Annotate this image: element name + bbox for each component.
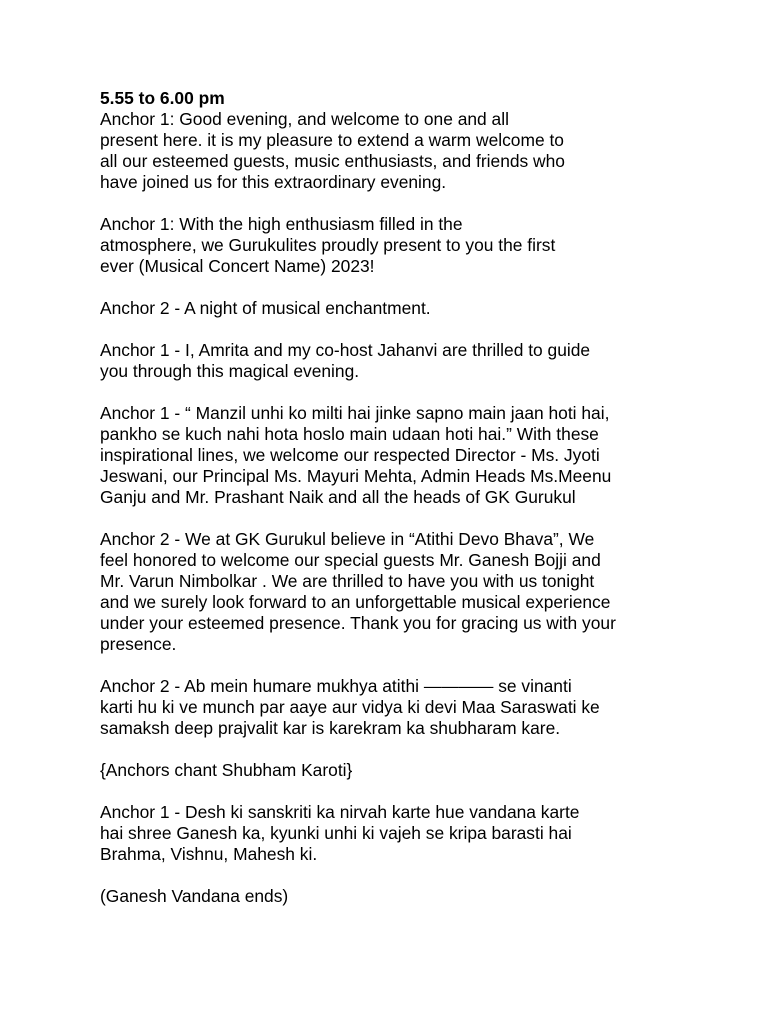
text-line: Anchor 1 - “ Manzil unhi ko milti hai jinke sapno main jaan hoti hai, xyxy=(100,403,610,423)
text-line: under your esteemed presence. Thank you for gracing us with your xyxy=(100,613,616,633)
text-line: Anchor 2 - A night of musical enchantment. xyxy=(100,298,431,318)
text-line: feel honored to welcome our special guests Mr. Ganesh Bojji and xyxy=(100,550,601,570)
text-line: Anchor 1: Good evening, and welcome to one and all xyxy=(100,109,509,129)
text-line: pankho se kuch nahi hota hoslo main udaan hoti hai.” With these xyxy=(100,424,599,444)
text-line: Mr. Varun Nimbolkar . We are thrilled to have you with us tonight xyxy=(100,571,595,591)
text-line: have joined us for this extraordinary evening. xyxy=(100,172,447,192)
script-paragraph xyxy=(100,676,700,739)
text-line: Anchor 1: With the high enthusiasm filled in the xyxy=(100,214,463,234)
script-paragraph xyxy=(100,760,700,781)
script-paragraph xyxy=(100,886,700,907)
script-body xyxy=(100,109,700,907)
text-line: ever (Musical Concert Name) 2023! xyxy=(100,256,375,276)
document-page xyxy=(100,88,700,928)
text-line: Anchor 1 - Desh ki sanskriti ka nirvah karte hue vandana karte xyxy=(100,802,580,822)
text-line: presence. xyxy=(100,634,177,654)
text-line: karti hu ki ve munch par aaye aur vidya ki devi Maa Saraswati ke xyxy=(100,697,600,717)
text-line: Anchor 2 - Ab mein humare mukhya atithi ———— se vinanti xyxy=(100,676,572,696)
text-line: Anchor 2 - We at GK Gurukul believe in “Atithi Devo Bhava”, We xyxy=(100,529,595,549)
text-line: hai shree Ganesh ka, kyunki unhi ki vajeh se kripa barasti hai xyxy=(100,823,572,843)
script-paragraph xyxy=(100,109,700,193)
time-heading: 5.55 to 6.00 pm xyxy=(100,88,225,108)
text-line: you through this magical evening. xyxy=(100,361,360,381)
text-line: atmosphere, we Gurukulites proudly present to you the first xyxy=(100,235,556,255)
script-paragraph xyxy=(100,802,700,865)
script-paragraph xyxy=(100,340,700,382)
text-line: (Ganesh Vandana ends) xyxy=(100,886,289,906)
text-line: inspirational lines, we welcome our respected Director - Ms. Jyoti xyxy=(100,445,600,465)
script-paragraph xyxy=(100,403,700,508)
script-paragraph xyxy=(100,298,700,319)
text-line: Brahma, Vishnu, Mahesh ki. xyxy=(100,844,318,864)
text-line: and we surely look forward to an unforgettable musical experience xyxy=(100,592,611,612)
text-line: present here. it is my pleasure to extend a warm welcome to xyxy=(100,130,564,150)
text-line: Jeswani, our Principal Ms. Mayuri Mehta, Admin Heads Ms.Meenu xyxy=(100,466,612,486)
script-paragraph xyxy=(100,529,700,655)
text-line: samaksh deep prajvalit kar is karekram ka shubharam kare. xyxy=(100,718,561,738)
text-line: Anchor 1 - I, Amrita and my co-host Jahanvi are thrilled to guide xyxy=(100,340,591,360)
text-line: {Anchors chant Shubham Karoti} xyxy=(100,760,353,780)
text-line: all our esteemed guests, music enthusiasts, and friends who xyxy=(100,151,565,171)
text-line: Ganju and Mr. Prashant Naik and all the heads of GK Gurukul xyxy=(100,487,576,507)
script-paragraph xyxy=(100,214,700,277)
